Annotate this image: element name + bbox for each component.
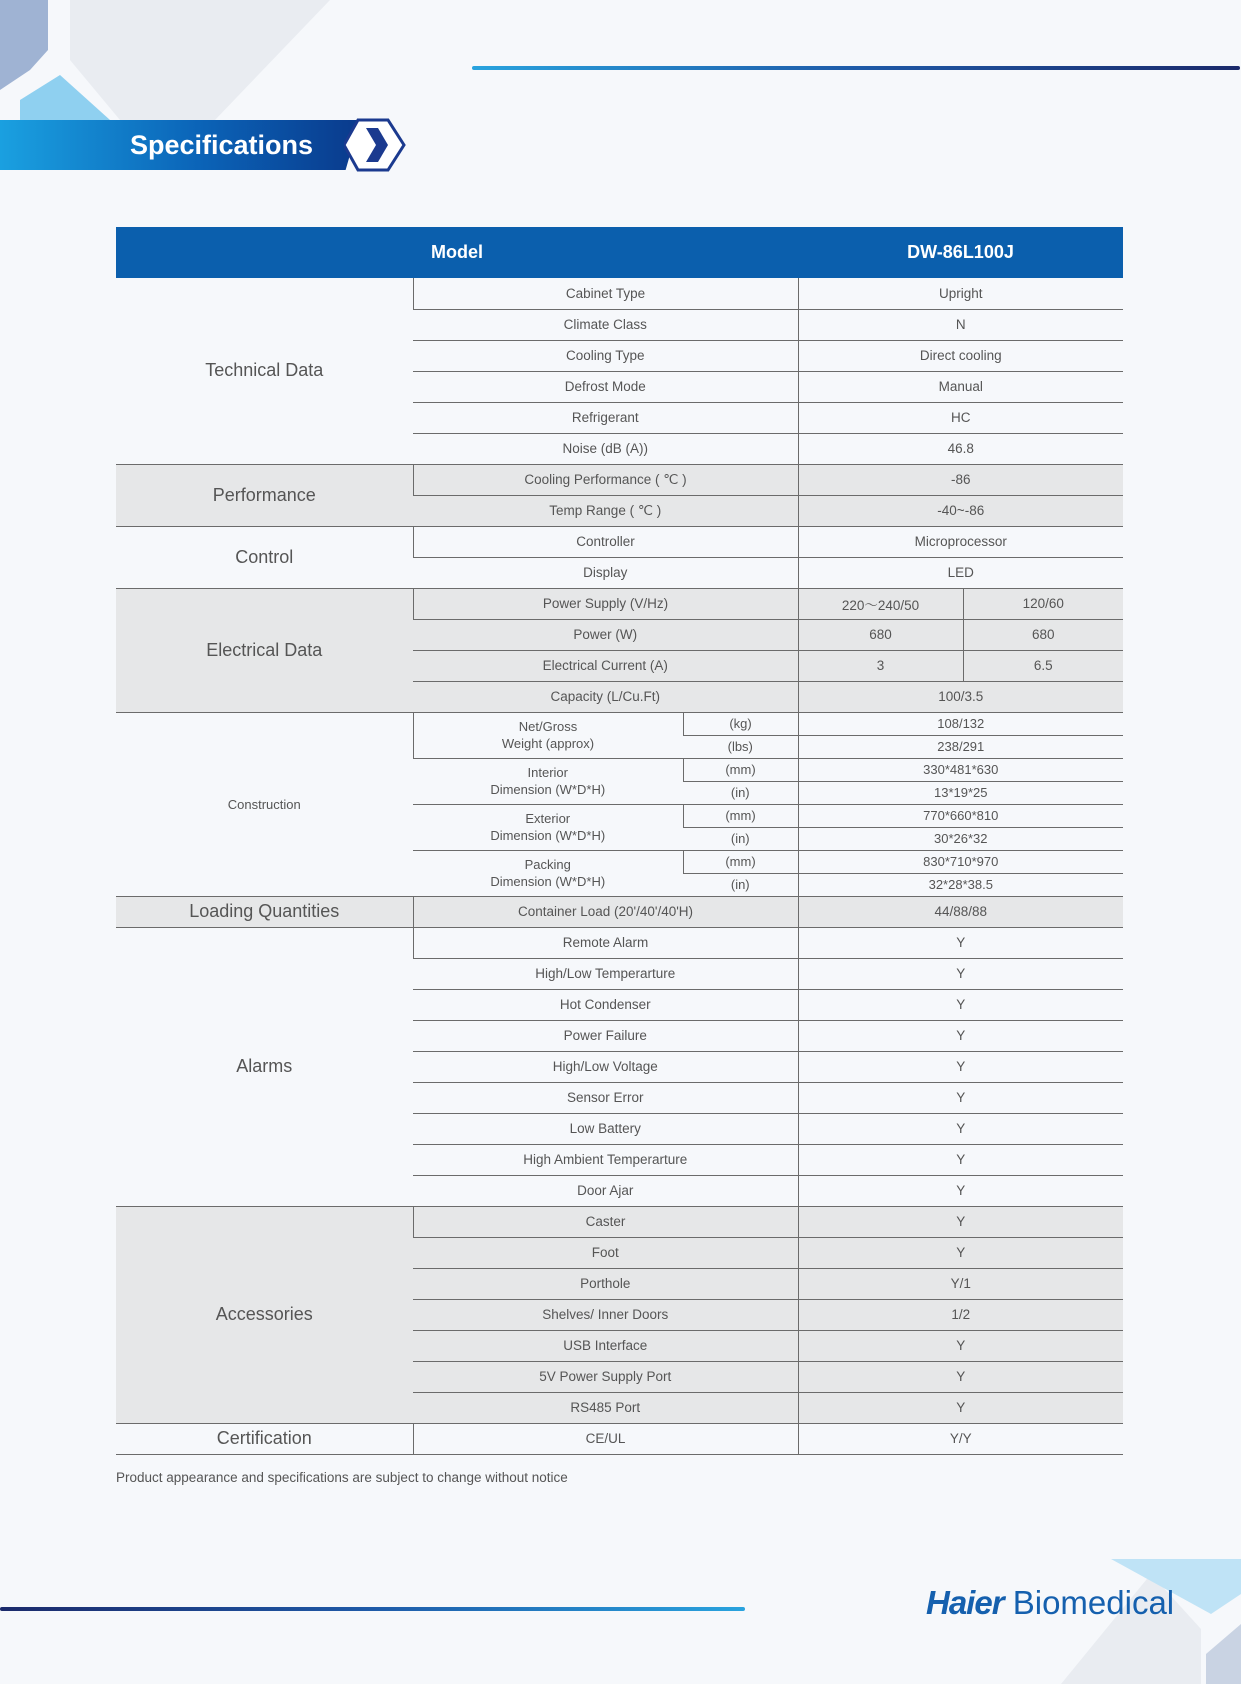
row-label: Door Ajar <box>413 1175 798 1206</box>
row-label: Cooling Performance ( ℃ ) <box>413 464 798 495</box>
header-rule <box>472 66 1240 70</box>
row-value-a: 680 <box>798 619 963 650</box>
table-row <box>116 712 1123 735</box>
row-value: Y <box>798 1051 1123 1082</box>
row-label: Remote Alarm <box>413 927 798 958</box>
row-unit: (mm) <box>683 758 798 781</box>
row-label-line-1: Net/Gross <box>518 719 578 734</box>
model-value: DW-86L100J <box>798 227 1123 278</box>
row-label-line-2: Dimension (W*D*H) <box>490 874 606 889</box>
chevron-right-icon <box>344 118 406 172</box>
row-label <box>413 850 683 896</box>
row-value: Y/Y <box>798 1423 1123 1454</box>
row-value: Y <box>798 1330 1123 1361</box>
row-value-b: 6.5 <box>963 650 1123 681</box>
table-row <box>116 896 1123 927</box>
row-value: 100/3.5 <box>798 681 1123 712</box>
row-value: Y <box>798 1144 1123 1175</box>
category-technical-data: Technical Data <box>116 278 413 464</box>
row-label: Porthole <box>413 1268 798 1299</box>
row-label: High Ambient Temperarture <box>413 1144 798 1175</box>
row-label: Temp Range ( ℃ ) <box>413 495 798 526</box>
row-label-line-2: Dimension (W*D*H) <box>490 828 606 843</box>
row-label: Caster <box>413 1206 798 1237</box>
row-label: Capacity (L/Cu.Ft) <box>413 681 798 712</box>
brand-name-biomedical: Biomedical <box>1012 1584 1175 1621</box>
table-header-row <box>116 227 1123 278</box>
category-control: Control <box>116 526 413 588</box>
table-row <box>116 927 1123 958</box>
row-label-line-1: Packing <box>524 857 571 872</box>
row-label: Display <box>413 557 798 588</box>
row-value-b: 680 <box>963 619 1123 650</box>
category-performance: Performance <box>116 464 413 526</box>
row-value: Y <box>798 1392 1123 1423</box>
footer-rule <box>0 1607 745 1611</box>
row-label: Power Failure <box>413 1020 798 1051</box>
row-label: Power Supply (V/Hz) <box>413 588 798 619</box>
row-value: 32*28*38.5 <box>798 873 1123 896</box>
category-accessories: Accessories <box>116 1206 413 1423</box>
row-label: Low Battery <box>413 1113 798 1144</box>
row-label: High/Low Temperarture <box>413 958 798 989</box>
row-value: 46.8 <box>798 433 1123 464</box>
row-value: 330*481*630 <box>798 758 1123 781</box>
row-value: -86 <box>798 464 1123 495</box>
row-value: Direct cooling <box>798 340 1123 371</box>
row-value-a: 3 <box>798 650 963 681</box>
page-title: Specifications <box>130 130 314 160</box>
category-alarms: Alarms <box>116 927 413 1206</box>
row-unit: (in) <box>683 827 798 850</box>
row-label: Defrost Mode <box>413 371 798 402</box>
footnote: Product appearance and specifications are subject to change without notice <box>116 1470 568 1485</box>
row-label: Noise (dB (A)) <box>413 433 798 464</box>
row-label: Container Load (20'/40'/40'H) <box>413 896 798 927</box>
row-label: Sensor Error <box>413 1082 798 1113</box>
row-label <box>413 712 683 758</box>
row-unit: (in) <box>683 873 798 896</box>
table-row <box>116 526 1123 557</box>
row-label: Controller <box>413 526 798 557</box>
model-header: Model <box>116 227 798 278</box>
corner-decoration <box>0 0 340 130</box>
table-row <box>116 588 1123 619</box>
brand-name-haier: Haier <box>926 1584 1004 1621</box>
row-label: RS485 Port <box>413 1392 798 1423</box>
row-label: Refrigerant <box>413 402 798 433</box>
row-value: Y <box>798 1113 1123 1144</box>
row-unit: (lbs) <box>683 735 798 758</box>
row-label: High/Low Voltage <box>413 1051 798 1082</box>
row-label-line-2: Dimension (W*D*H) <box>490 782 606 797</box>
row-value: Y <box>798 1237 1123 1268</box>
specifications-table <box>116 227 1123 1455</box>
category-construction: Construction <box>116 712 413 896</box>
row-value: Y <box>798 958 1123 989</box>
table-row <box>116 464 1123 495</box>
row-value: Microprocessor <box>798 526 1123 557</box>
row-label <box>413 804 683 850</box>
row-label: CE/UL <box>413 1423 798 1454</box>
row-value: Y <box>798 1020 1123 1051</box>
row-value: Y <box>798 1175 1123 1206</box>
row-value: Upright <box>798 278 1123 309</box>
row-value: 238/291 <box>798 735 1123 758</box>
row-value: Y <box>798 1206 1123 1237</box>
row-value: -40~-86 <box>798 495 1123 526</box>
row-label-line-2: Weight (approx) <box>501 736 595 751</box>
row-label: Hot Condenser <box>413 989 798 1020</box>
row-label: 5V Power Supply Port <box>413 1361 798 1392</box>
row-label: Cooling Type <box>413 340 798 371</box>
row-value: 44/88/88 <box>798 896 1123 927</box>
row-value: LED <box>798 557 1123 588</box>
row-value: 30*26*32 <box>798 827 1123 850</box>
row-value: Y <box>798 1361 1123 1392</box>
row-value: N <box>798 309 1123 340</box>
row-label: USB Interface <box>413 1330 798 1361</box>
row-value-b: 120/60 <box>963 588 1123 619</box>
row-value-a: 220～240/50 <box>798 588 963 619</box>
row-unit: (kg) <box>683 712 798 735</box>
row-label: Electrical Current (A) <box>413 650 798 681</box>
row-label: Climate Class <box>413 309 798 340</box>
row-label: Foot <box>413 1237 798 1268</box>
row-value: 830*710*970 <box>798 850 1123 873</box>
row-label: Power (W) <box>413 619 798 650</box>
category-electrical-data: Electrical Data <box>116 588 413 712</box>
table-row <box>116 278 1123 309</box>
row-label-line-1: Exterior <box>525 811 571 826</box>
table-row <box>116 1206 1123 1237</box>
row-value: Y <box>798 989 1123 1020</box>
row-unit: (in) <box>683 781 798 804</box>
row-value: Y <box>798 927 1123 958</box>
row-unit: (mm) <box>683 804 798 827</box>
row-value: 1/2 <box>798 1299 1123 1330</box>
row-value: 108/132 <box>798 712 1123 735</box>
row-unit: (mm) <box>683 850 798 873</box>
category-certification: Certification <box>116 1423 413 1454</box>
row-value: 13*19*25 <box>798 781 1123 804</box>
row-label-line-1: Interior <box>527 765 568 780</box>
row-label: Shelves/ Inner Doors <box>413 1299 798 1330</box>
table-row <box>116 1423 1123 1454</box>
category-loading-quantities: Loading Quantities <box>116 896 413 927</box>
row-value: HC <box>798 402 1123 433</box>
brand-logo <box>926 1583 1174 1623</box>
row-value: 770*660*810 <box>798 804 1123 827</box>
row-value: Y <box>798 1082 1123 1113</box>
row-value: Manual <box>798 371 1123 402</box>
row-label: Cabinet Type <box>413 278 798 309</box>
row-label <box>413 758 683 804</box>
row-value: Y/1 <box>798 1268 1123 1299</box>
